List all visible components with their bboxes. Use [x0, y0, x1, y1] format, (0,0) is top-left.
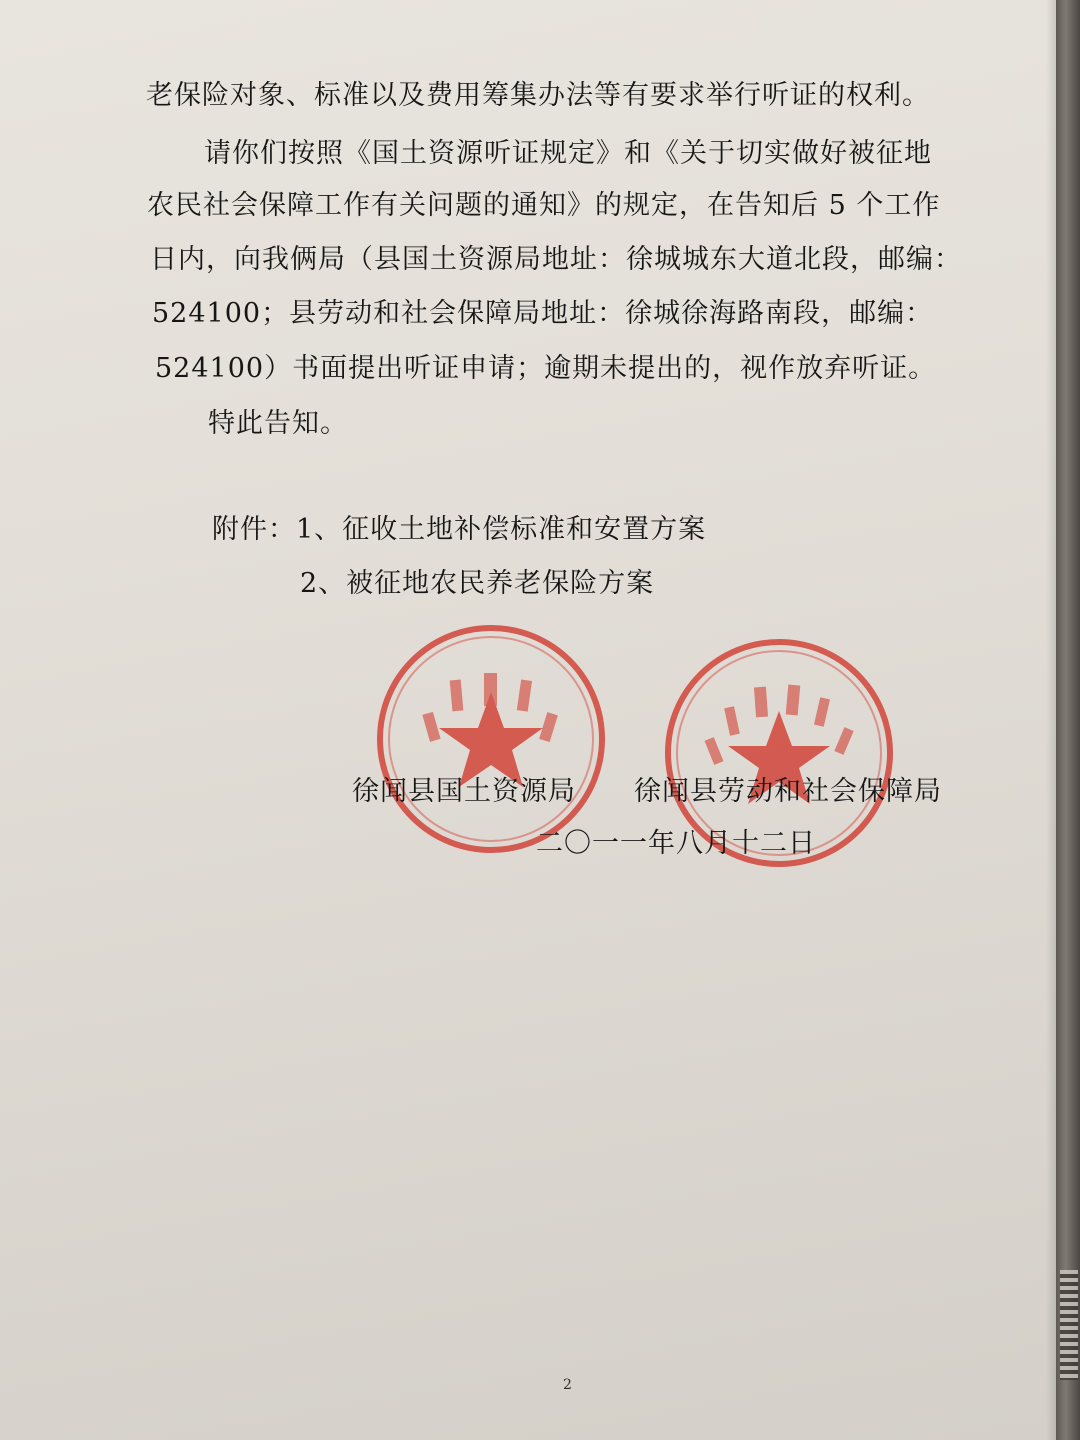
document-line-2: 请你们按照《国土资源听证规定》和《关于切实做好被征地: [204, 138, 932, 169]
document-line-1: 老保险对象、标准以及费用筹集办法等有要求举行听证的权利。: [146, 80, 930, 111]
binder-clip: [1060, 1270, 1078, 1380]
attachment-line-1: 附件：1、征收土地补偿标准和安置方案: [212, 514, 707, 545]
labor-bureau-signature: 徐闻县劳动和社会保障局: [634, 776, 942, 807]
document-line-5: 524100；县劳动和社会保障局地址：徐城徐海路南段，邮编：: [152, 298, 934, 329]
paper-edge-shadow: [1046, 0, 1056, 1440]
attachment-line-2: 2、被征地农民养老保险方案: [300, 568, 655, 599]
land-bureau-signature: 徐闻县国土资源局: [352, 776, 576, 807]
document-line-6: 524100）书面提出听证申请；逾期未提出的，视作放弃听证。: [155, 353, 937, 384]
document-line-4: 日内，向我俩局（县国土资源局地址：徐城城东大道北段，邮编：: [150, 244, 962, 275]
land-bureau-stamp: [372, 620, 610, 858]
binder-spine: [1056, 0, 1080, 1440]
document-line-3: 农民社会保障工作有关问题的通知》的规定，在告知后 5 个工作: [147, 190, 941, 221]
document-date: 二〇一一年八月十二日: [536, 828, 816, 859]
page-number: 2: [563, 1377, 572, 1393]
notice-line: 特此告知。: [208, 408, 348, 439]
